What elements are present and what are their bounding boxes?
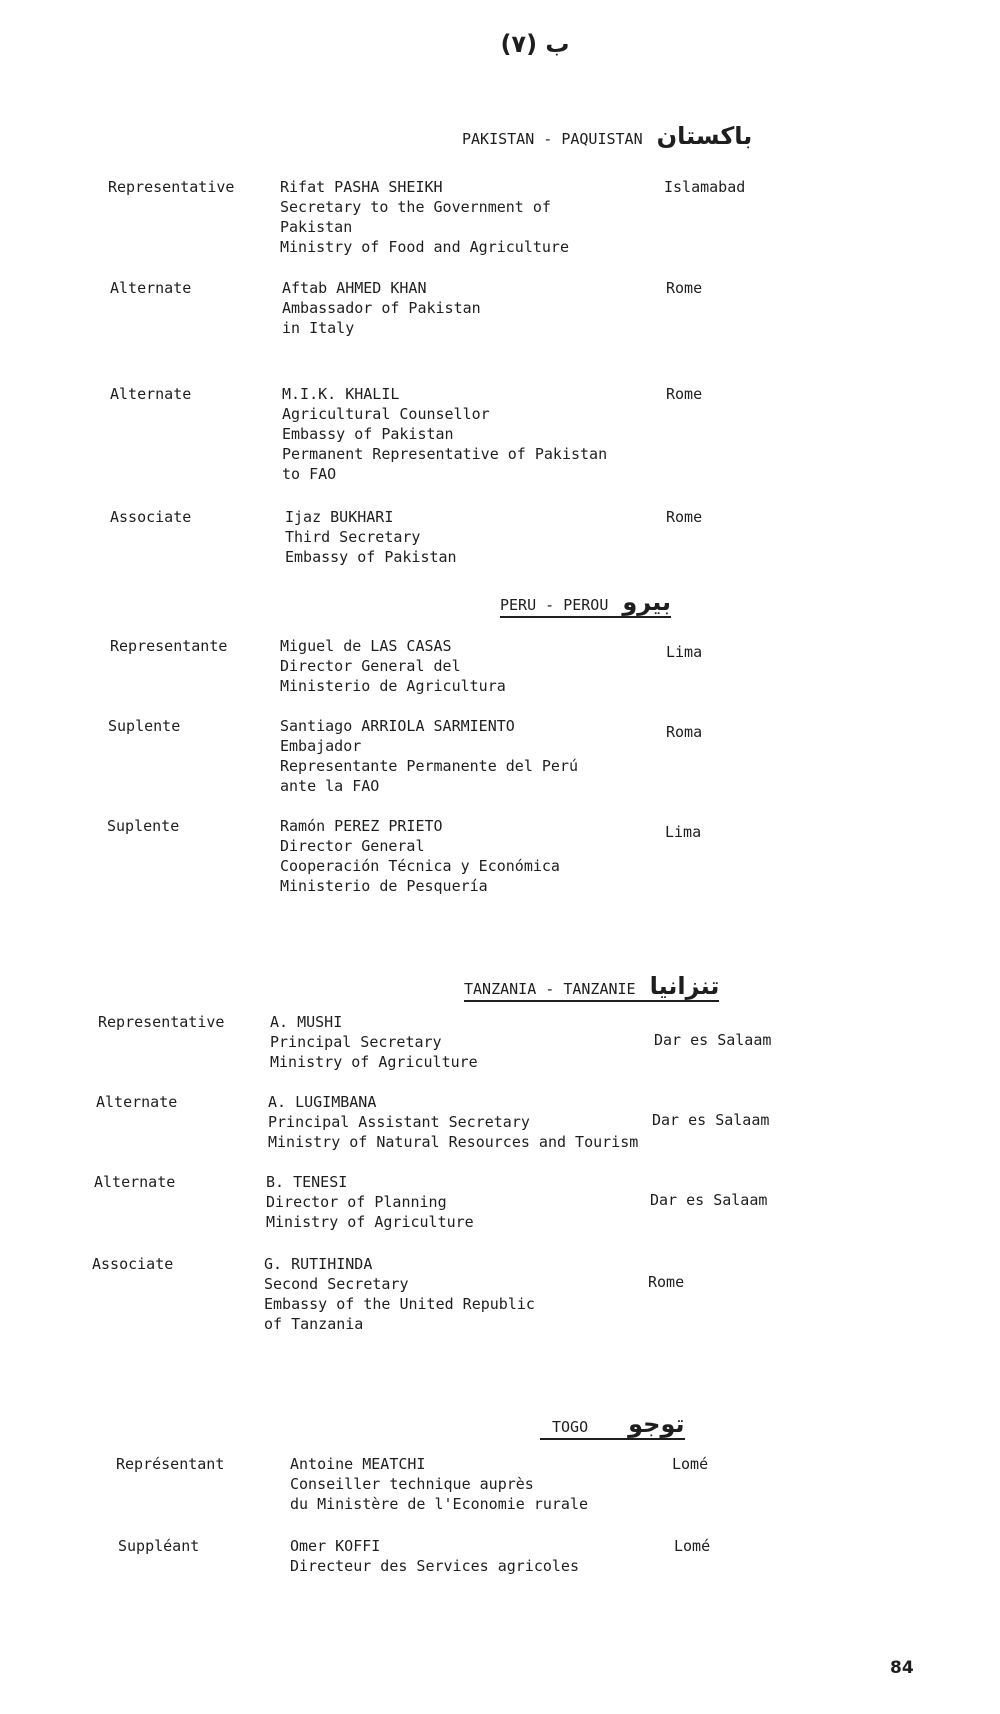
detail-line: Principal Secretary [270,1033,442,1051]
delegate-city: Lomé [674,1537,711,1555]
page-number: 84 [890,1658,914,1678]
detail-line: Directeur des Services agricoles [290,1557,579,1575]
delegate-city: Lima [666,643,703,661]
delegate-role: Alternate [94,1173,176,1191]
delegate-role: Suppléant [118,1537,200,1555]
delegate-city: Lomé [672,1455,709,1473]
detail-line: Director General del [280,657,461,675]
detail-line: B. TENESI [266,1173,348,1191]
country-heading-togo [540,1412,685,1440]
delegate-role: Representante [110,637,228,655]
country-name-arabic: باكستان [656,122,753,150]
delegate-role: Associate [92,1255,174,1273]
country-heading-pakistan [462,124,752,148]
country-name-arabic: تنزانيا [649,972,720,1000]
detail-line: Director General [280,837,425,855]
delegate-city: Dar es Salaam [652,1111,770,1129]
detail-line: Omer KOFFI [290,1537,381,1555]
delegate-role: Alternate [110,279,192,297]
delegate-city: Dar es Salaam [654,1031,772,1049]
detail-line: Ministry of Agriculture [266,1213,474,1231]
detail-line: M.I.K. KHALIL [282,385,400,403]
delegate-details [266,1172,474,1232]
detail-line: Santiago ARRIOLA SARMIENTO [280,717,515,735]
detail-line: du Ministère de l'Economie rurale [290,1495,589,1513]
delegate-role: Alternate [96,1093,178,1111]
country-name: TANZANIA - TANZANIE [464,980,636,998]
delegate-details [280,636,506,696]
detail-line: in Italy [282,319,355,337]
delegate-details [285,507,457,567]
detail-line: Miguel de LAS CASAS [280,637,452,655]
detail-line: Ramón PEREZ PRIETO [280,817,443,835]
detail-line: Cooperación Técnica y Económica [280,857,560,875]
delegate-city: Dar es Salaam [650,1191,768,1209]
delegate-role: Alternate [110,385,192,403]
detail-line: Representante Permanente del Perú [280,757,579,775]
delegate-details [268,1092,638,1152]
delegate-role: Representative [98,1013,225,1031]
country-name-arabic: بيرو [622,588,672,616]
delegate-details [270,1012,478,1072]
delegate-role: Suplente [108,717,181,735]
detail-line: Principal Assistant Secretary [268,1113,530,1131]
detail-line: Director of Planning [266,1193,447,1211]
detail-line: Pakistan [280,218,353,236]
detail-line: Antoine MEATCHI [290,1455,426,1473]
detail-line: Ministry of Agriculture [270,1053,478,1071]
detail-line: Ministry of Natural Resources and Tourism [268,1133,639,1151]
delegate-role: Représentant [116,1455,225,1473]
detail-line: Secretary to the Government of [280,198,551,216]
delegate-details [282,384,607,484]
delegate-details [264,1254,535,1334]
detail-line: Ministerio de Agricultura [280,677,506,695]
detail-line: ante la FAO [280,777,380,795]
detail-line: Second Secretary [264,1275,409,1293]
detail-line: Ambassador of Pakistan [282,299,481,317]
delegate-details [282,278,481,338]
delegate-details [290,1536,579,1576]
country-name-arabic: توجو [628,1410,685,1438]
delegate-city: Lima [665,823,702,841]
delegate-role: Suplente [107,817,180,835]
delegate-city: Rome [666,279,703,297]
delegate-city: Roma [666,723,703,741]
delegate-details [290,1454,588,1514]
delegate-city: Rome [666,385,703,403]
country-name: PERU - PEROU [500,596,609,614]
delegate-role: Associate [110,508,192,526]
detail-line: Conseiller technique auprès [290,1475,534,1493]
detail-line: Embassy of the United Republic [264,1295,535,1313]
detail-line: Rifat PASHA SHEIKH [280,178,443,196]
detail-line: Agricultural Counsellor [282,405,490,423]
country-heading-tanzania [464,974,719,1002]
detail-line: Embajador [280,737,362,755]
delegate-city: Islamabad [664,178,746,196]
detail-line: Third Secretary [285,528,421,546]
country-name: TOGO [552,1418,589,1436]
detail-line: G. RUTIHINDA [264,1255,373,1273]
delegate-city: Rome [648,1273,685,1291]
detail-line: Embassy of Pakistan [282,425,454,443]
detail-line: Ministerio de Pesquería [280,877,488,895]
delegate-details [280,716,578,796]
detail-line: Ijaz BUKHARI [285,508,394,526]
delegate-details [280,177,569,257]
page-marker: ب (٧) [500,30,570,58]
detail-line: Embassy of Pakistan [285,548,457,566]
country-name: PAKISTAN - PAQUISTAN [462,130,643,148]
detail-line: Ministry of Food and Agriculture [280,238,569,256]
detail-line: A. MUSHI [270,1013,343,1031]
delegate-city: Rome [666,508,703,526]
delegate-role: Representative [108,178,235,196]
detail-line: to FAO [282,465,337,483]
detail-line: A. LUGIMBANA [268,1093,377,1111]
detail-line: Permanent Representative of Pakistan [282,445,608,463]
detail-line: Aftab AHMED KHAN [282,279,427,297]
country-heading-peru [500,590,671,618]
delegate-details [280,816,560,896]
detail-line: of Tanzania [264,1315,364,1333]
